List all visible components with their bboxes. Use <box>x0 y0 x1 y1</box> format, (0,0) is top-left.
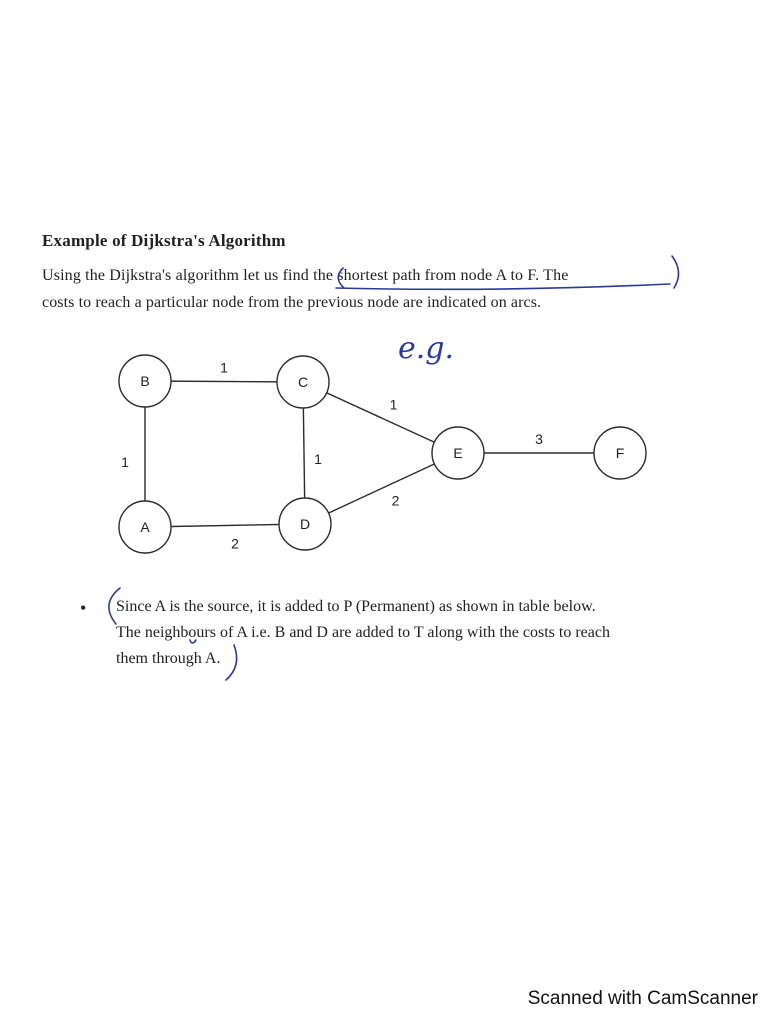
graph-edges <box>121 360 620 552</box>
edge-weight-a-d: 2 <box>231 535 239 552</box>
edge-weight-c-e: 1 <box>389 396 398 413</box>
node-label-b: B <box>140 373 150 389</box>
bullet-line-2: The neighbours of A i.e. B and D are added to T along with the costs to reach <box>116 624 610 641</box>
bullet-line-1: Since A is the source, it is added to P (Permanent) as shown in table below. <box>116 598 596 615</box>
intro-text-c: The <box>543 267 569 284</box>
bullet-line-3: them through A. <box>116 650 221 667</box>
node-label-e: E <box>453 445 463 461</box>
bullet-dot: • <box>80 598 87 618</box>
edge-weight-e-f: 3 <box>535 431 543 447</box>
graph-nodes <box>119 355 646 553</box>
node-label-c: C <box>297 374 309 390</box>
node-label-a: A <box>140 519 150 535</box>
intro-line-2: costs to reach a particular node from the previous node are indicated on arcs. <box>42 294 542 311</box>
open-bracket-mark <box>338 268 344 288</box>
annotation-eg: e.g. <box>398 331 455 366</box>
node-label-d: D <box>299 516 311 532</box>
edge-weight-b-c: 1 <box>220 359 228 376</box>
edge-weight-b-a: 1 <box>121 454 129 470</box>
intro-text-a: Using the Dijkstra's algorithm let us <box>42 267 279 284</box>
node-label-f: F <box>615 445 625 461</box>
section-heading: Example of Dijkstra's Algorithm <box>42 231 286 250</box>
edge-weight-d-e: 2 <box>391 492 400 509</box>
scanner-watermark: Scanned with CamScanner <box>527 988 758 1009</box>
underline-mark <box>336 284 670 289</box>
bullet-paragraph <box>116 594 736 672</box>
close-bracket-mark <box>672 256 679 288</box>
intro-text-highlighted: find the shortest path from node A to F. <box>282 267 540 284</box>
edge-weight-c-d: 1 <box>314 451 322 467</box>
